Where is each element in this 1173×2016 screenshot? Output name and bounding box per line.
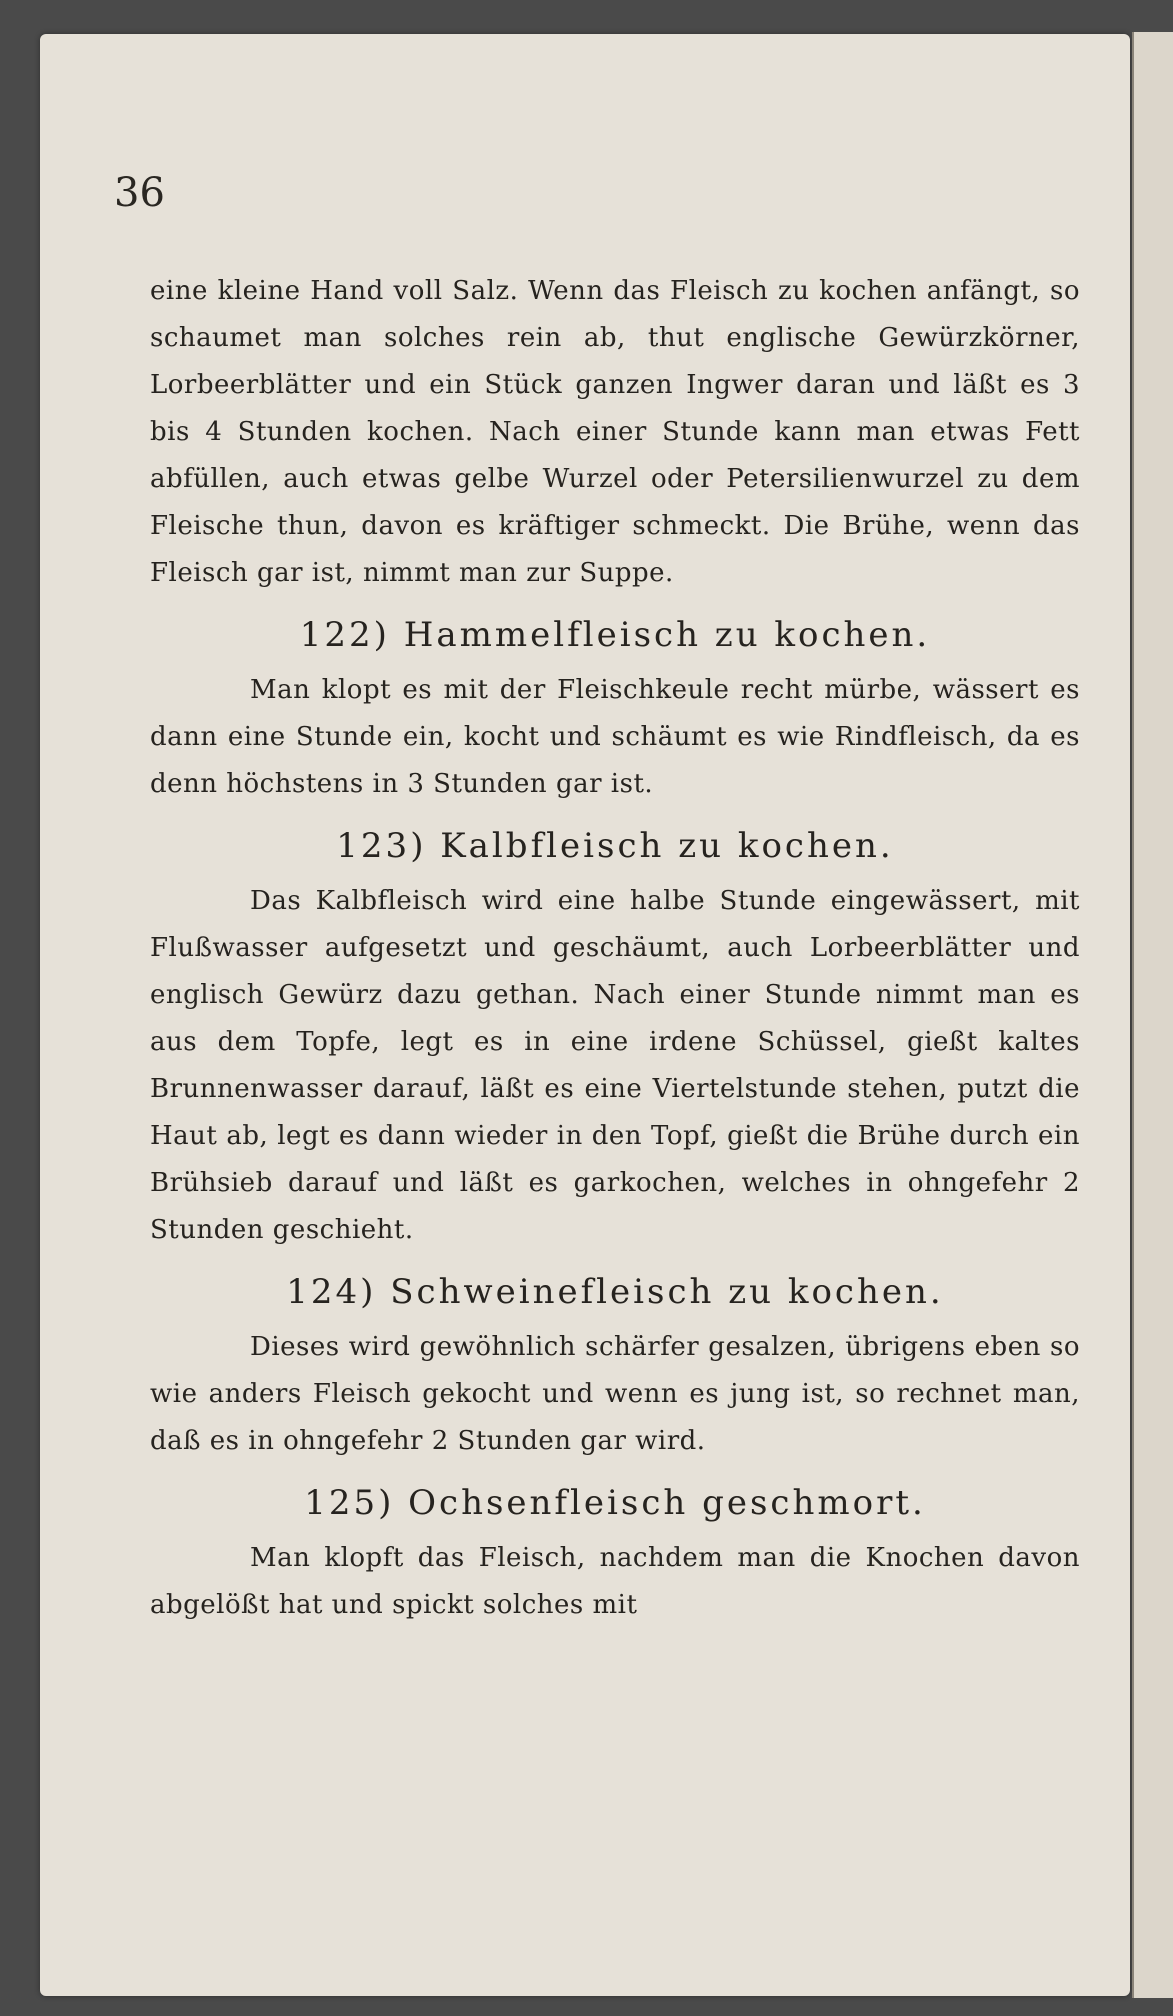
recipe-heading-122: 122) Hammelfleisch zu kochen. <box>299 615 931 655</box>
recipe-text-122: Man klopt es mit der Fleischkeule recht mürbe, wässert es dann eine Stunde ein, kocht und schäumt es wie Rindfleisch, da es denn höchstens in 3 Stunden gar ist. <box>150 675 1080 799</box>
recipe-heading-125: 125) Ochsenfleisch geschmort. <box>304 1483 926 1523</box>
paragraph-continuation: eine kleine Hand voll Salz. Wenn das Fleisch zu kochen anfängt, so schaumet man solches rein ab, thut englische Gewürzkörner, Lorbeerblätter und ein Stück ganzen Ingwer daran und läßt es 3 bis 4 Stunden kochen. Nach einer Stunde kann man etwas Fett abfüllen, auch etwas gelbe Wurzel oder Petersilienwurzel zu dem Fleische thun, davon es kräftiger schmeckt. Die Brühe, wenn das Fleisch gar ist, nimmt man zur Suppe. <box>150 276 1080 588</box>
next-page-edge <box>1132 32 1173 1998</box>
recipe-text-123: Das Kalbfleisch wird eine halbe Stunde eingewässert, mit Flußwasser aufgesetzt und geschäumt, auch Lorbeerblätter und englisch Gewürz dazu gethan. Nach einer Stunde nimmt man es aus dem Topfe, legt es in eine irdene Schüssel, gießt kaltes Brunnenwasser darauf, läßt es eine Viertelstunde stehen, putzt die Haut ab, legt es dann wieder in den Topf, gießt die Brühe durch ein Brühsieb darauf und läßt es garkochen, welches in ohngefehr 2 Stunden geschieht. <box>150 886 1080 1245</box>
recipe-text-124: Dieses wird gewöhnlich schärfer gesalzen, übrigens eben so wie anders Fleisch gekocht und wenn es jung ist, so rechnet man, daß es in ohngefehr 2 Stunden gar wird. <box>150 1332 1080 1456</box>
page-number: 36 <box>114 170 165 216</box>
recipe-text-125: Man klopft das Fleisch, nachdem man die Knochen davon abgelößt hat und spickt solches mit <box>150 1543 1080 1620</box>
recipe-heading-123: 123) Kalbfleisch zu kochen. <box>336 826 894 866</box>
page-content <box>150 268 1080 1629</box>
recipe-heading-124: 124) Schweinefleisch zu kochen. <box>286 1272 944 1312</box>
